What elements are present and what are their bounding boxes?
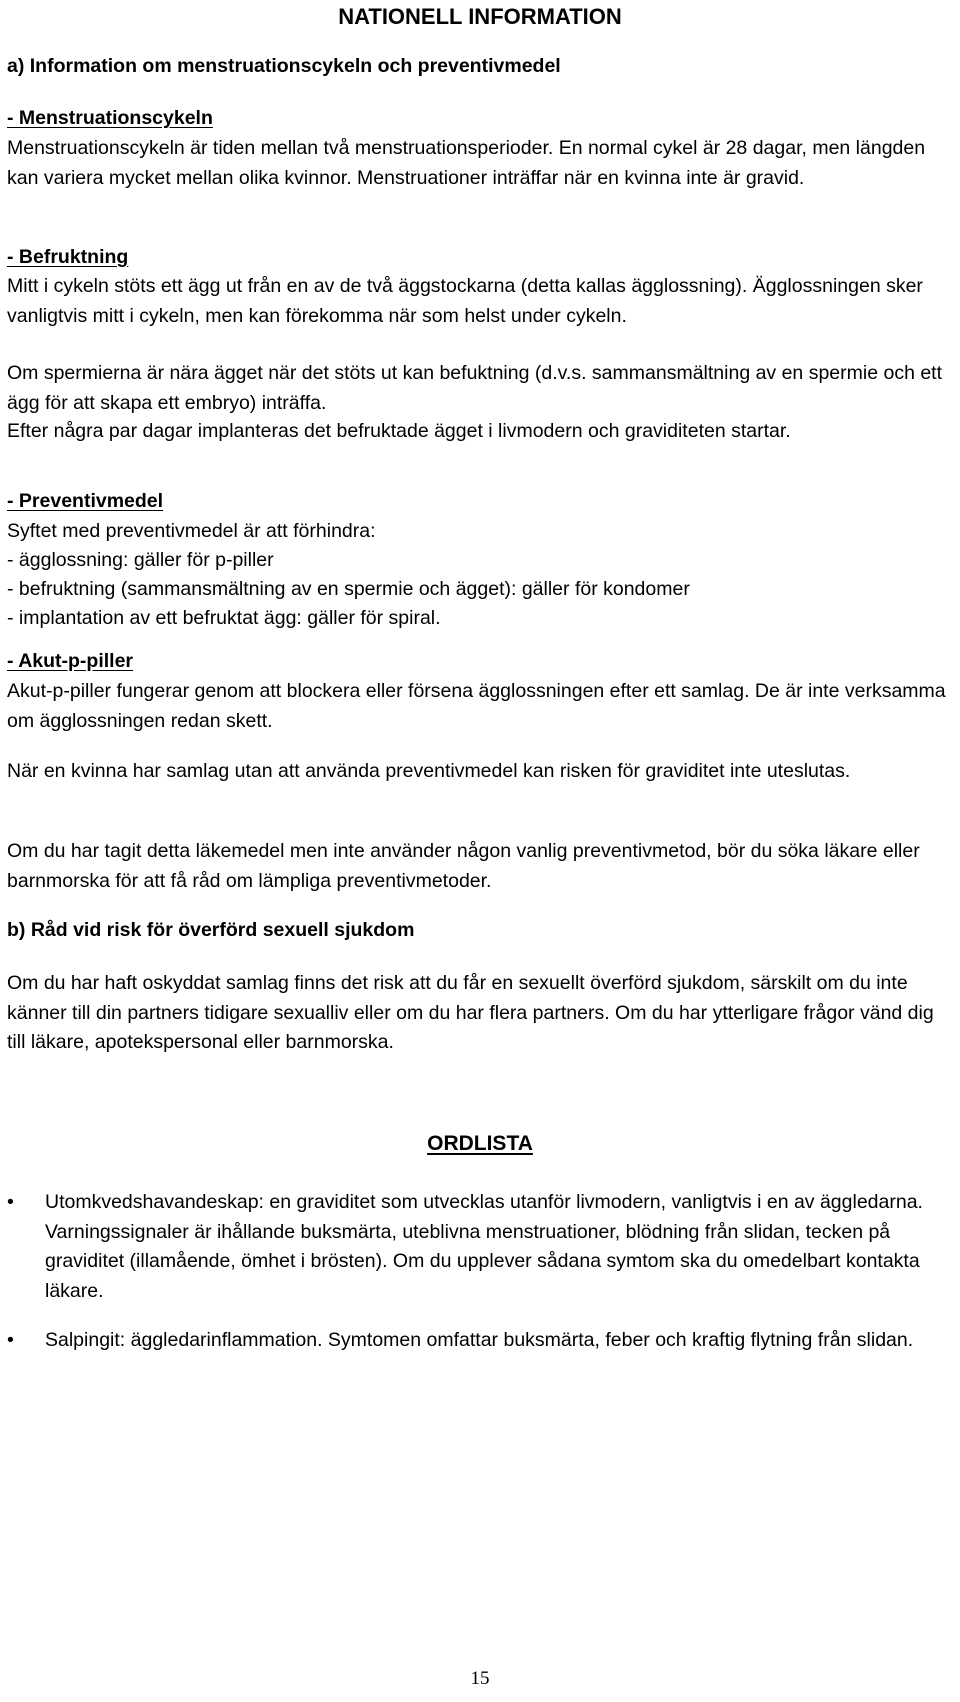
ordlista-item-text: Utomkvedshavandeskap: en graviditet som utvecklas utanför livmodern, vanligtvis i en av äggledarna. Varningssignaler är ihållande buksmärta, uteblivna menstruationer, blödning från slidan, tecken på graviditet (illamående, ömhet i brösten). Om du upplever sådana symtom ska du omedelbart kontakta läkare.	[45, 1191, 923, 1302]
risk-paragraph: När en kvinna har samlag utan att använda preventivmedel kan risken för graviditet inte uteslutas.	[7, 760, 851, 782]
page-number: 15	[470, 1668, 490, 1689]
befruktning-paragraph-1: Mitt i cykeln stöts ett ägg ut från en av de två äggstockarna (detta kallas ägglossning). Ägglossningen sker vanligtvis mitt i cykeln, men kan förekomma när som helst under cykeln.	[7, 275, 923, 327]
ordlista-item-text: Salpingit: äggledarinflammation. Symtomen omfattar buksmärta, feber och kraftig flytning från slidan.	[45, 1329, 914, 1351]
preventivmedel-intro: Syftet med preventivmedel är att förhindra:	[7, 520, 376, 542]
advice-paragraph: Om du har tagit detta läkemedel men inte använder någon vanlig preventivmetod, bör du söka läkare eller barnmorska för att få råd om lämpliga preventivmetoder.	[7, 840, 920, 892]
bullet-icon: •	[7, 1191, 14, 1213]
preventivmedel-item-1: - ägglossning: gäller för p-piller	[7, 549, 274, 571]
section-b-heading: b) Råd vid risk för överförd sexuell sjukdom	[7, 919, 415, 941]
section-b-body: Om du har haft oskyddat samlag finns det risk att du får en sexuellt överförd sjukdom, särskilt om du inte känner till din partners tidigare sexualliv eller om du har flera partners. Om du har ytterligare frågor vänd dig till läkare, apotekspersonal eller barnmorska.	[7, 972, 934, 1053]
preventivmedel-item-3: - implantation av ett befruktat ägg: gäller för spiral.	[7, 607, 441, 629]
ordlista-item	[7, 1188, 947, 1306]
page-title: NATIONELL INFORMATION	[338, 4, 622, 29]
befruktning-paragraph-3: Efter några par dagar implanteras det befruktade ägget i livmodern och graviditeten startar.	[7, 420, 791, 442]
befruktning-heading: - Befruktning	[7, 246, 129, 268]
akut-heading: - Akut-p-piller	[7, 650, 134, 672]
bullet-icon: •	[7, 1329, 14, 1351]
befruktning-paragraph-2: Om spermierna är nära ägget när det stöts ut kan befuktning (d.v.s. sammansmältning av en spermie och ett ägg för att skapa ett embryo) inträffa.	[7, 362, 943, 414]
menstruation-body: Menstruationscykeln är tiden mellan två menstruationsperioder. En normal cykel är 28 dagar, men längden kan variera mycket mellan olika kvinnor. Menstruationer inträffar när en kvinna inte är gravid.	[7, 137, 926, 189]
ordlista-heading: ORDLISTA	[427, 1132, 533, 1155]
preventivmedel-item-2: - befruktning (sammansmältning av en spermie och ägget): gäller för kondomer	[7, 578, 690, 600]
akut-body: Akut-p-piller fungerar genom att blockera eller försena ägglossningen efter ett samlag. De är inte verksamma om ägglossningen redan skett.	[7, 680, 946, 732]
ordlista-item	[7, 1326, 947, 1356]
section-a-heading: a) Information om menstruationscykeln och preventivmedel	[7, 55, 561, 77]
menstruation-heading: - Menstruationscykeln	[7, 107, 213, 129]
preventivmedel-heading: - Preventivmedel	[7, 490, 164, 512]
